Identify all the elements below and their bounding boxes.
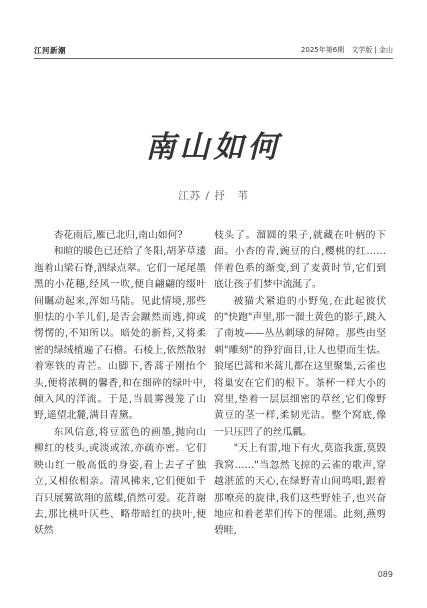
header-brand: 江河新潮 xyxy=(34,46,66,55)
paragraph: 枝头了。溜圆的果子,就藏在叶柄的下面。小杏的青,豌豆的白,樱桃的红……伴着色系的渐变,到了麦黄时节,它们到底让孩子们梦中流涎了。 xyxy=(214,230,386,291)
article-title: 南山如何 xyxy=(145,130,282,165)
right-column xyxy=(214,228,386,540)
paragraph: 和暄的暖色已还给了冬阳,胡茅草逶迤着山梁石脊,泗绿点翠。它们一尾尾墨黑的小花穗,经风一吹,便自翩翩的缀叶间瞩动起来,浑如马陆。见此情境,那些胆怯的小羊儿们,是否会蹴然而逃,抑或愣愣的,不知所以。暗处的新苔,又将柔密的绿绒植遍了石檐。石棱上,依然散射着寒铁的青芒。山脚下,香蒿子刚抬个头,便将浓稠的馨香,和在细碎的绿叶中,倾入风的洋流。于是,当晨雾漫笼了山野,遥望北麓,满目青黛。 xyxy=(34,246,206,422)
article-author: 江苏 / 抒 苇 xyxy=(178,190,249,202)
header-rule xyxy=(34,58,393,59)
paragraph: 杏花雨后,雁已北归,南山如何? xyxy=(53,230,183,241)
header-issue: 2025年第6期 文学版 | 金山 xyxy=(300,46,393,54)
page-number: 089 xyxy=(377,570,393,579)
left-column xyxy=(34,228,206,540)
paragraph: 东风信意,将豆蓝色的画墨,抛向山柳红的枝头,或淡或浓,亦疏亦密。它们映山红一般高低的身姿,看上去孑孑独立,又相依相亲。清风拂来,它们便如千百只展翼欲翔的蓝蝶,俏然可爱。花苕谢去,那比桃叶仄些、略带暗红的抉叶,便妖然 xyxy=(34,426,206,537)
paragraph: "天上有雷,地下有火,莫盗我蛋,莫毁我窝……"当忽然飞掠的云雀的歌声,穿越湛蓝的天心,在绿野青山间鸣唱,跟着那嘹亮的旋律,我们这些野娃子,也兴奋地应和着老辈们传下的俚谣。此刻,燕剪碧畦, xyxy=(214,443,386,537)
paragraph: 被猫犬紧追的小野兔,在此起彼伏的"快跑"声里,那一溜土黄色的影子,跳入了南坡——丛丛刺球的屏障。那些由坚刺"雕刻"的狰狞面目,让人也望而生怯。狼尾巴蒿和米蒿儿都在这里聚集,云雀也将巢安在它们的根下。茶杯一样大小的窝里,垫着一层层细密的草丝,它们像野黄豆的茎一样,柔韧光洁。整个窝底,像一只压凹了的丝瓜瓤。 xyxy=(214,295,386,438)
